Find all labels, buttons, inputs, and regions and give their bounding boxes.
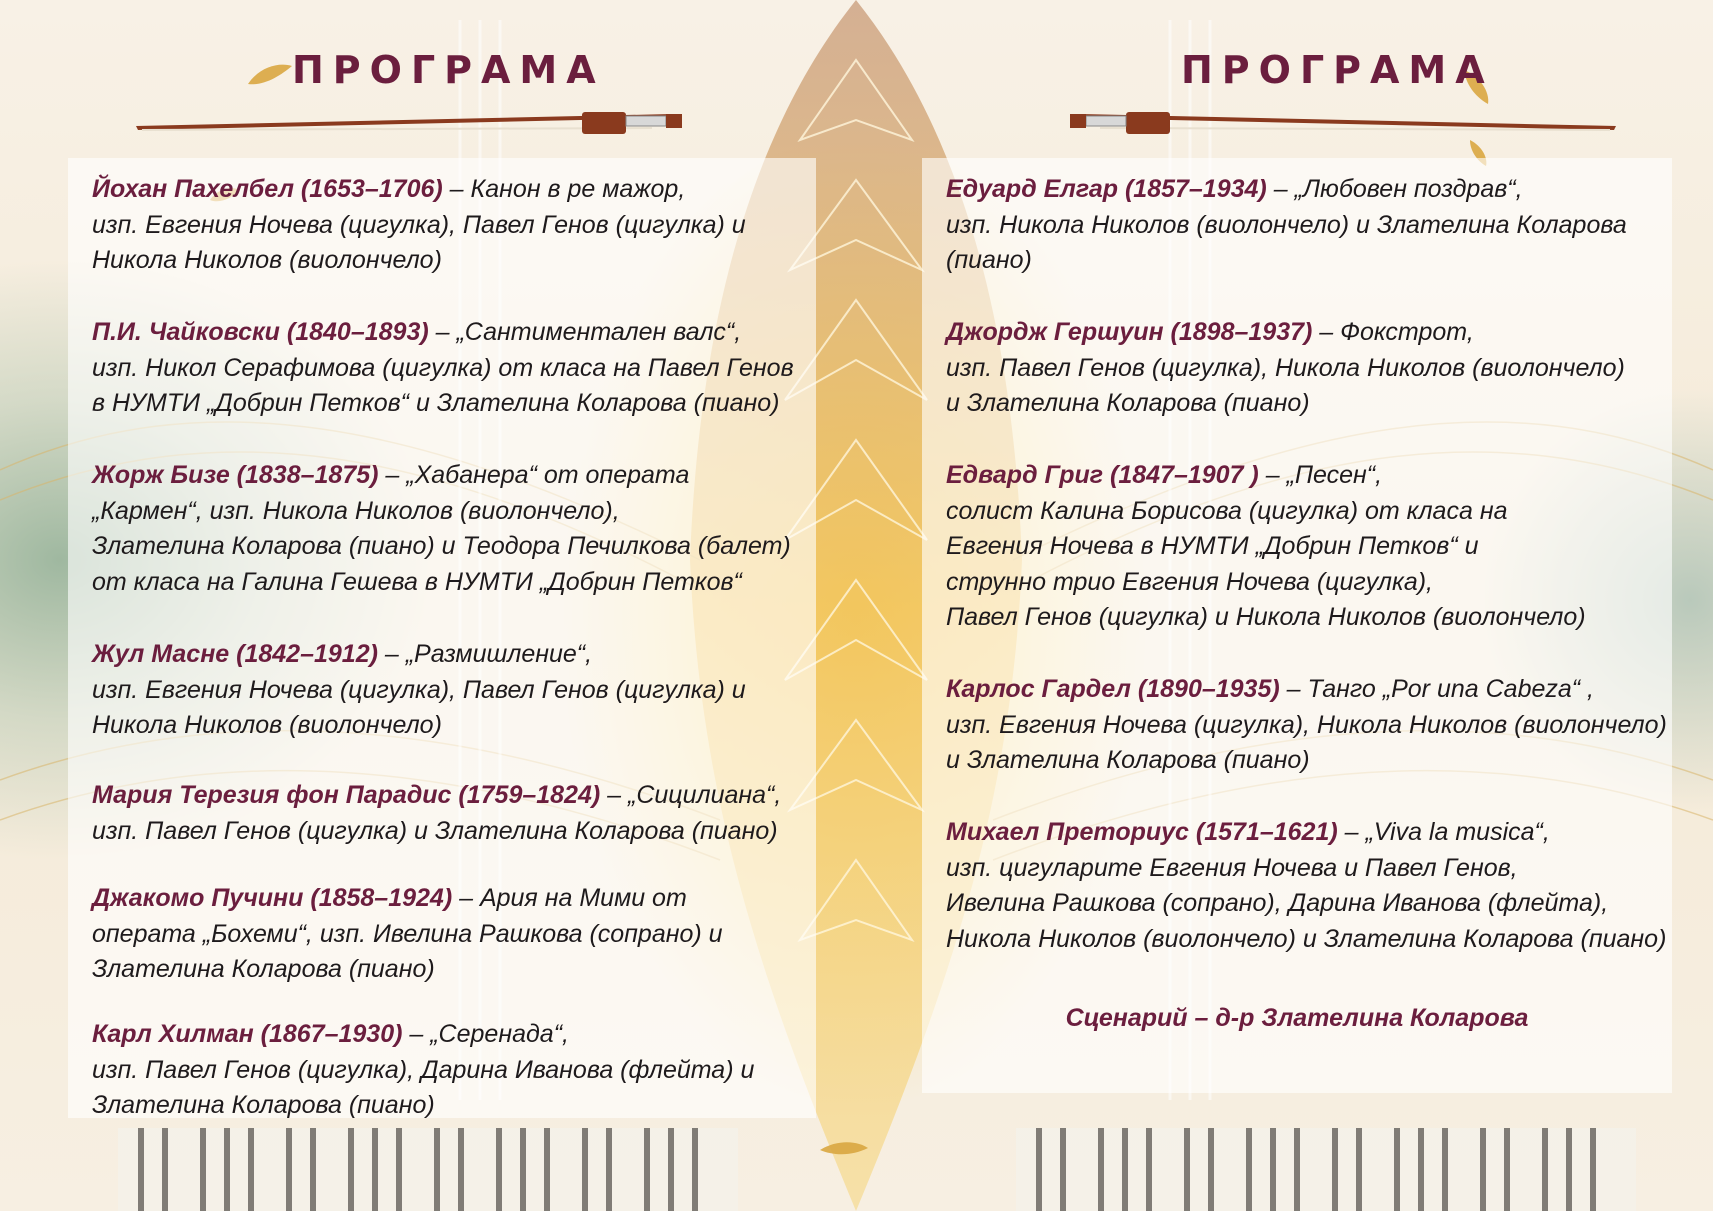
program-item: Карлос Гардел (1890–1935) – Танго „Por una Cabeza“ , изп. Евгения Ночева (цигулка), Никола Николов (виолончело) и Злателина Коларова (пиано) [946,675,1667,774]
script-credit: Сценарий – д-р Злателина Коларова [1065,1004,1529,1032]
program-item: Йохан Пахелбел (1653–1706) – Канон в ре мажор, изп. Евгения Ночева (цигулка), Павел Генов (цигулка) и Никола Николов (виолончело) [92,175,746,274]
piano-keys-decoration [118,1128,738,1211]
violin-bow-icon [132,108,732,142]
right-page [856,0,1713,1211]
program-item: Михаел Преториус (1571–1621) – „Viva la musica“, изп. цигуларите Евгения Ночева и Павел Генов, Ивелина Рашкова (сопрано), Дарина Иванова (флейта), Никола Николов (виолончело) и Злателина Коларова (пиано) [946,818,1667,953]
page-heading: ПРОГРАМА [292,48,605,92]
program-item: Едуард Елгар (1857–1934) – „Любовен поздрав“, изп. Никола Николов (виолончело) и Злателина Коларова (пиано) [946,175,1627,274]
program-item: Карл Хилман (1867–1930) – „Серенада“, изп. Павел Генов (цигулка), Дарина Иванова (флейта) и Злателина Коларова (пиано) [92,1020,755,1119]
program-item: Джордж Гершуин (1898–1937) – Фокстрот, изп. Павел Генов (цигулка), Никола Николов (виолончело) и Злателина Коларова (пиано) [946,318,1625,417]
page-heading: ПРОГРАМА [1181,48,1494,92]
composer-name: Йохан Пахелбел (1653–1706) [92,175,443,203]
composer-name: П.И. Чайковски (1840–1893) [92,318,429,346]
program-item: Джакомо Пучини (1858–1924) – Ария на Мими от операта „Бохеми“, изп. Ивелина Рашкова (сопрано) и Злателина Коларова (пиано) [92,884,723,983]
composer-name: Джордж Гершуин (1898–1937) [946,318,1313,346]
left-page [0,0,856,1211]
program-panel [68,158,816,1118]
composer-name: Жорж Бизе (1838–1875) [92,461,379,489]
piano-keys-decoration [1016,1128,1636,1211]
program-item: Жул Масне (1842–1912) – „Размишление“, изп. Евгения Ночева (цигулка), Павел Генов (цигулка) и Никола Николов (виолончело) [92,640,746,739]
program-item: П.И. Чайковски (1840–1893) – „Сантиментален валс“, изп. Никол Серафимова (цигулка) от класа на Павел Генов в НУМТИ „Добрин Петков“ и Злателина Коларова (пиано) [92,318,794,417]
composer-name: Мария Терезия фон Парадис (1759–1824) [92,781,601,809]
composer-name: Михаел Преториус (1571–1621) [946,818,1338,846]
composer-name: Едвард Григ (1847–1907 ) [946,461,1259,489]
violin-bow-icon [1020,108,1620,142]
program-panel [922,158,1672,1093]
program-item: Едвард Григ (1847–1907 ) – „Песен“, солист Калина Борисова (цигулка) от класа на Евгения Ночева в НУМТИ „Добрин Петков“ и струнно трио Евгения Ночева (цигулка), Павел Генов (цигулка) и Никола Николов (виолончело) [946,461,1586,631]
composer-name: Едуард Елгар (1857–1934) [946,175,1267,203]
composer-name: Жул Масне (1842–1912) [92,640,378,668]
program-item: Жорж Бизе (1838–1875) – „Хабанера“ от операта „Кармен“, изп. Никола Николов (виолончело), Злателина Коларова (пиано) и Теодора Печилкова (балет) от класа на Галина Гешева в НУМТИ „Добрин Петков“ [92,461,791,596]
program-item: Мария Терезия фон Парадис (1759–1824) – „Сицилиана“, изп. Павел Генов (цигулка) и Злателина Коларова (пиано) [92,781,782,845]
composer-name: Карл Хилман (1867–1930) [92,1020,403,1048]
composer-name: Карлос Гардел (1890–1935) [946,675,1280,703]
composer-name: Джакомо Пучини (1858–1924) [92,884,453,912]
